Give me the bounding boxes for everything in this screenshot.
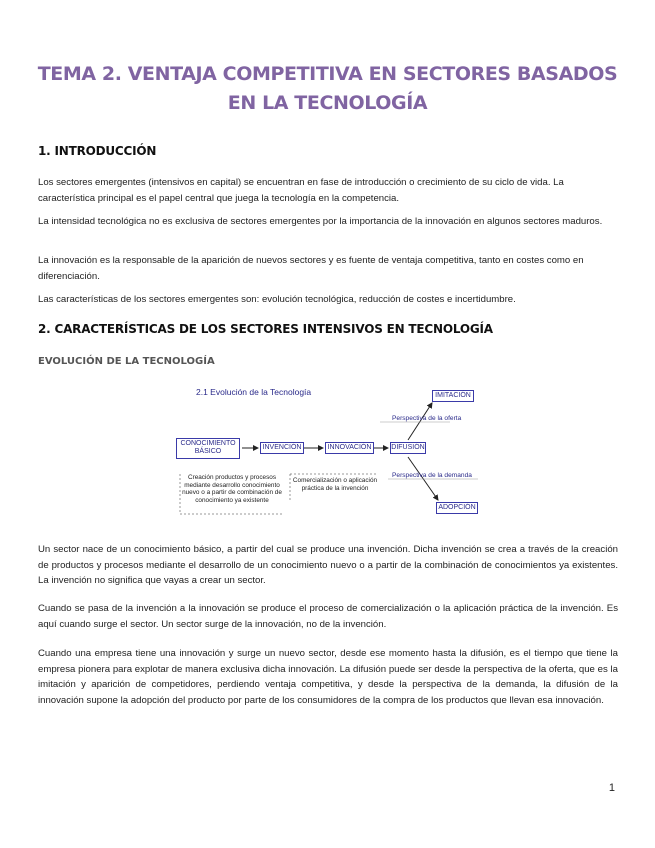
perspectiva-oferta-label: Perspectiva de la oferta (392, 415, 462, 422)
page-title: TEMA 2. VENTAJA COMPETITIVA EN SECTORES BASADOS EN LA TECNOLOGÍA (37, 63, 618, 114)
section-1-heading: 1. INTRODUCCIÓN (38, 144, 157, 158)
imitacion-box: IMITACIÓN (432, 390, 474, 402)
evolution-paragraph-3: Cuando una empresa tiene una innovación y surge un nuevo sector, desde ese momento hasta la difusión, es el tiempo que tiene la empresa pionera para explotar de manera exclusiva dicha innovación. La difusión puede ser desde la perspectiva de la oferta, que es la imitación y aparición de competidores, perdiendo ventaja competitiva, y desde la perspectiva de la demanda, la difusión de la innovación supone la adopción del producto por parte de los consumidores de la compra de los productos que llevan esa innovación. (38, 648, 618, 706)
intro-paragraph-3: La innovación es la responsable de la aparición de nuevos sectores y es fuente de ventaja competitiva, tanto en costes como en diferenciación. (38, 255, 584, 282)
perspectiva-demanda-label: Perspectiva de la demanda (392, 472, 472, 479)
adopcion-box: ADOPCIÓN (436, 502, 478, 514)
page-number: 1 (608, 782, 615, 794)
evolution-paragraph-1: Un sector nace de un conocimiento básico, a partir del cual se produce una invención. Dicha invención se crea a través de la creación de productos y procesos mediante el desarrollo de un conocimiento nuevo o a partir de la combinación de conocimientos ya existentes. La invención no significa que vayas a crear un sector. (38, 544, 618, 586)
innovacion-box: INNOVACIÓN (325, 442, 374, 454)
section-2-subheading: EVOLUCIÓN DE LA TECNOLOGÍA (38, 356, 215, 367)
innovacion-note: Comercialización o aplicación práctica de la invención (292, 477, 378, 492)
invencion-box: INVENCIÓN (260, 442, 304, 454)
section-2-heading: 2. CARACTERÍSTICAS DE LOS SECTORES INTENSIVOS EN TECNOLOGÍA (38, 322, 493, 336)
evolution-paragraph-2: Cuando se pasa de la invención a la innovación se produce el proceso de comercialización o la aplicación práctica de la invención. Es aquí cuando surge el sector. Un sector surge de la innovación, no de la invención. (38, 603, 618, 630)
conocimiento-basico-box: CONOCIMIENTO BÁSICO (176, 438, 240, 459)
diagram-title: 2.1 Evolución de la Tecnología (196, 387, 312, 397)
intro-paragraph-1: Los sectores emergentes (intensivos en capital) se encuentran en fase de introducción o crecimiento de su ciclo de vida. La característica principal es el papel central que juega la tecnología en la competencia. (38, 177, 564, 204)
technology-evolution-diagram (170, 382, 490, 522)
difusion-box: DIFUSIÓN (390, 442, 426, 454)
intro-paragraph-2: La intensidad tecnológica no es exclusiva de sectores emergentes por la importancia de la innovación en algunos sectores maduros. (38, 216, 603, 227)
invencion-note: Creación productos y procesos mediante desarrollo conocimiento nuevo o a partir de combinación de conocimiento ya existente (182, 474, 282, 504)
intro-paragraph-4: Las características de los sectores emergentes son: evolución tecnológica, reducción de costes e incertidumbre. (38, 294, 516, 305)
